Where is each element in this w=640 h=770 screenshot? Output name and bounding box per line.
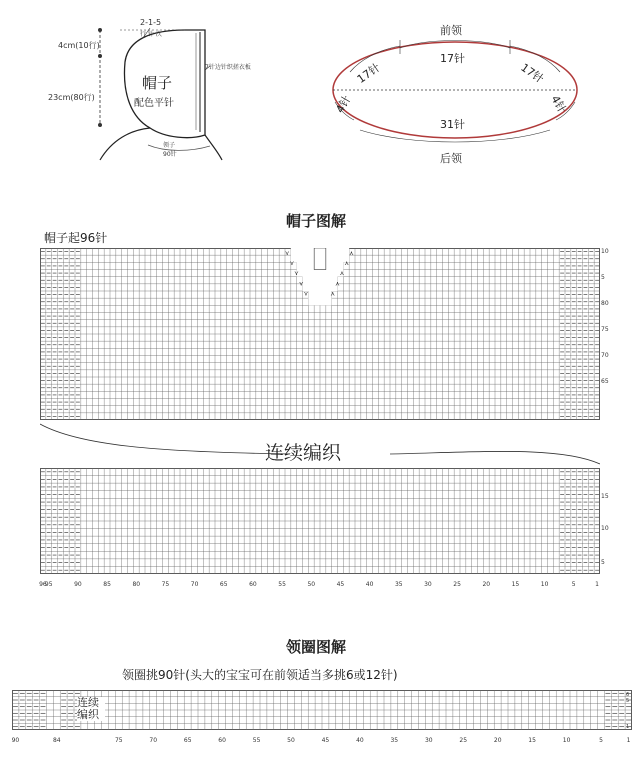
column-label: 55 [278,581,286,588]
column-label: 75 [161,581,170,588]
column-label: 65 [219,581,228,588]
row-label: 75 [601,326,609,333]
column-label: 70 [149,737,158,744]
hood-sketch [0,0,260,170]
height-top-label: 4cm(10行) [58,41,100,50]
collar-note: 领圈挑90针(头大的宝宝可在前领适当多挑6或12针) [122,668,398,682]
row-label: 1 [626,724,630,730]
column-label: 5 [571,581,576,588]
column-label: 75 [114,737,123,744]
side-right-count: 4针 [548,93,569,116]
hood-stitch: 配色平针 [134,98,174,109]
column-label: 20 [493,737,502,744]
svg-text:⋏: ⋏ [349,250,354,258]
top-rule-sub: 行 针 次 [140,31,162,38]
row-label: 70 [601,352,609,359]
column-label: 84 [52,737,61,744]
collar-continue-label: 连续编织 [77,697,105,721]
column-label: 45 [336,581,345,588]
column-label: 10 [540,581,549,588]
svg-text:⋎: ⋎ [289,260,295,268]
height-main-label: 23cm(80行) [48,93,95,102]
column-label: 30 [424,737,433,744]
hood-lower-row-labels [599,468,619,574]
svg-text:⋎: ⋎ [303,290,309,298]
side-left-count: 4针 [333,93,354,116]
row-label: 5 [601,274,605,281]
row-label: 10 [601,248,609,255]
hood-outline-drawing [0,0,260,170]
column-label: 90 [74,581,82,588]
column-label: 10 [562,737,571,744]
collar-column-labels [8,732,633,746]
column-label: 15 [528,737,536,744]
svg-text:⋏: ⋏ [330,290,335,298]
row-label: 5 [601,559,605,566]
column-label: 95 [44,581,53,588]
column-label: 96 [39,581,47,588]
row-label: 10 [601,525,609,532]
hood-chart-title: 帽子图解 [286,212,347,230]
collar-ellipse-diagram [320,10,620,170]
column-label: 15 [511,581,520,588]
front-collar-label: 前领 [440,24,462,37]
front-center-count: 17针 [440,52,465,65]
row-label: 65 [601,378,609,385]
hood-lower-grid [40,468,600,574]
column-label: 70 [190,581,199,588]
row-label: 80 [601,300,609,307]
svg-text:⋎: ⋎ [294,270,299,278]
column-label: 25 [459,737,468,744]
column-label: 1 [595,581,600,588]
front-right-count: 17针 [518,60,547,86]
row-label: 5 [626,698,630,704]
back-collar-label: 后领 [440,152,462,165]
column-label: 90 [11,737,20,744]
svg-text:⋏: ⋏ [344,260,349,268]
column-label: 5 [599,737,603,744]
column-label: 30 [424,581,432,588]
row-label: 15 [601,493,609,500]
column-label: 60 [218,737,226,744]
column-label: 65 [183,737,192,744]
collar-chart-title: 领圈图解 [286,638,347,656]
top-rule: 2-1-5 [140,18,162,27]
hood-cast-on-label: 帽子起96针 [44,231,108,245]
collar-ellipse-drawing [320,10,620,170]
column-label: 45 [321,737,330,744]
column-label: 40 [365,581,374,588]
column-label: 55 [252,737,261,744]
svg-text:⋎: ⋎ [299,280,304,288]
hood-upper-grid [40,248,600,420]
neck-label: 领子 [163,142,176,149]
column-label: 40 [356,737,364,744]
column-label: 35 [390,737,399,744]
svg-text:⋎: ⋎ [285,250,290,258]
front-left-count: 17针 [354,60,383,86]
collar-grid [12,690,632,730]
back-center-count: 31针 [440,118,465,131]
column-label: 85 [103,581,111,588]
column-label: 80 [132,581,141,588]
hood-column-labels [36,576,606,590]
column-label: 20 [482,581,491,588]
row-label: 6 [626,692,630,698]
svg-text:⋏: ⋏ [335,280,340,288]
hood-name: 帽子 [142,74,173,92]
column-label: 50 [307,581,316,588]
column-label: 60 [249,581,257,588]
column-label: 35 [394,581,403,588]
hood-upper-row-labels [599,248,619,420]
edge-note: 7针边针织搓衣板 [205,64,251,71]
neck-count: 90针 [163,151,177,158]
column-label: 1 [626,737,631,744]
hood-continue-label: 连续编织 [265,442,342,464]
svg-text:⋏: ⋏ [339,270,345,278]
column-label: 50 [287,737,295,744]
column-label: 25 [453,581,461,588]
